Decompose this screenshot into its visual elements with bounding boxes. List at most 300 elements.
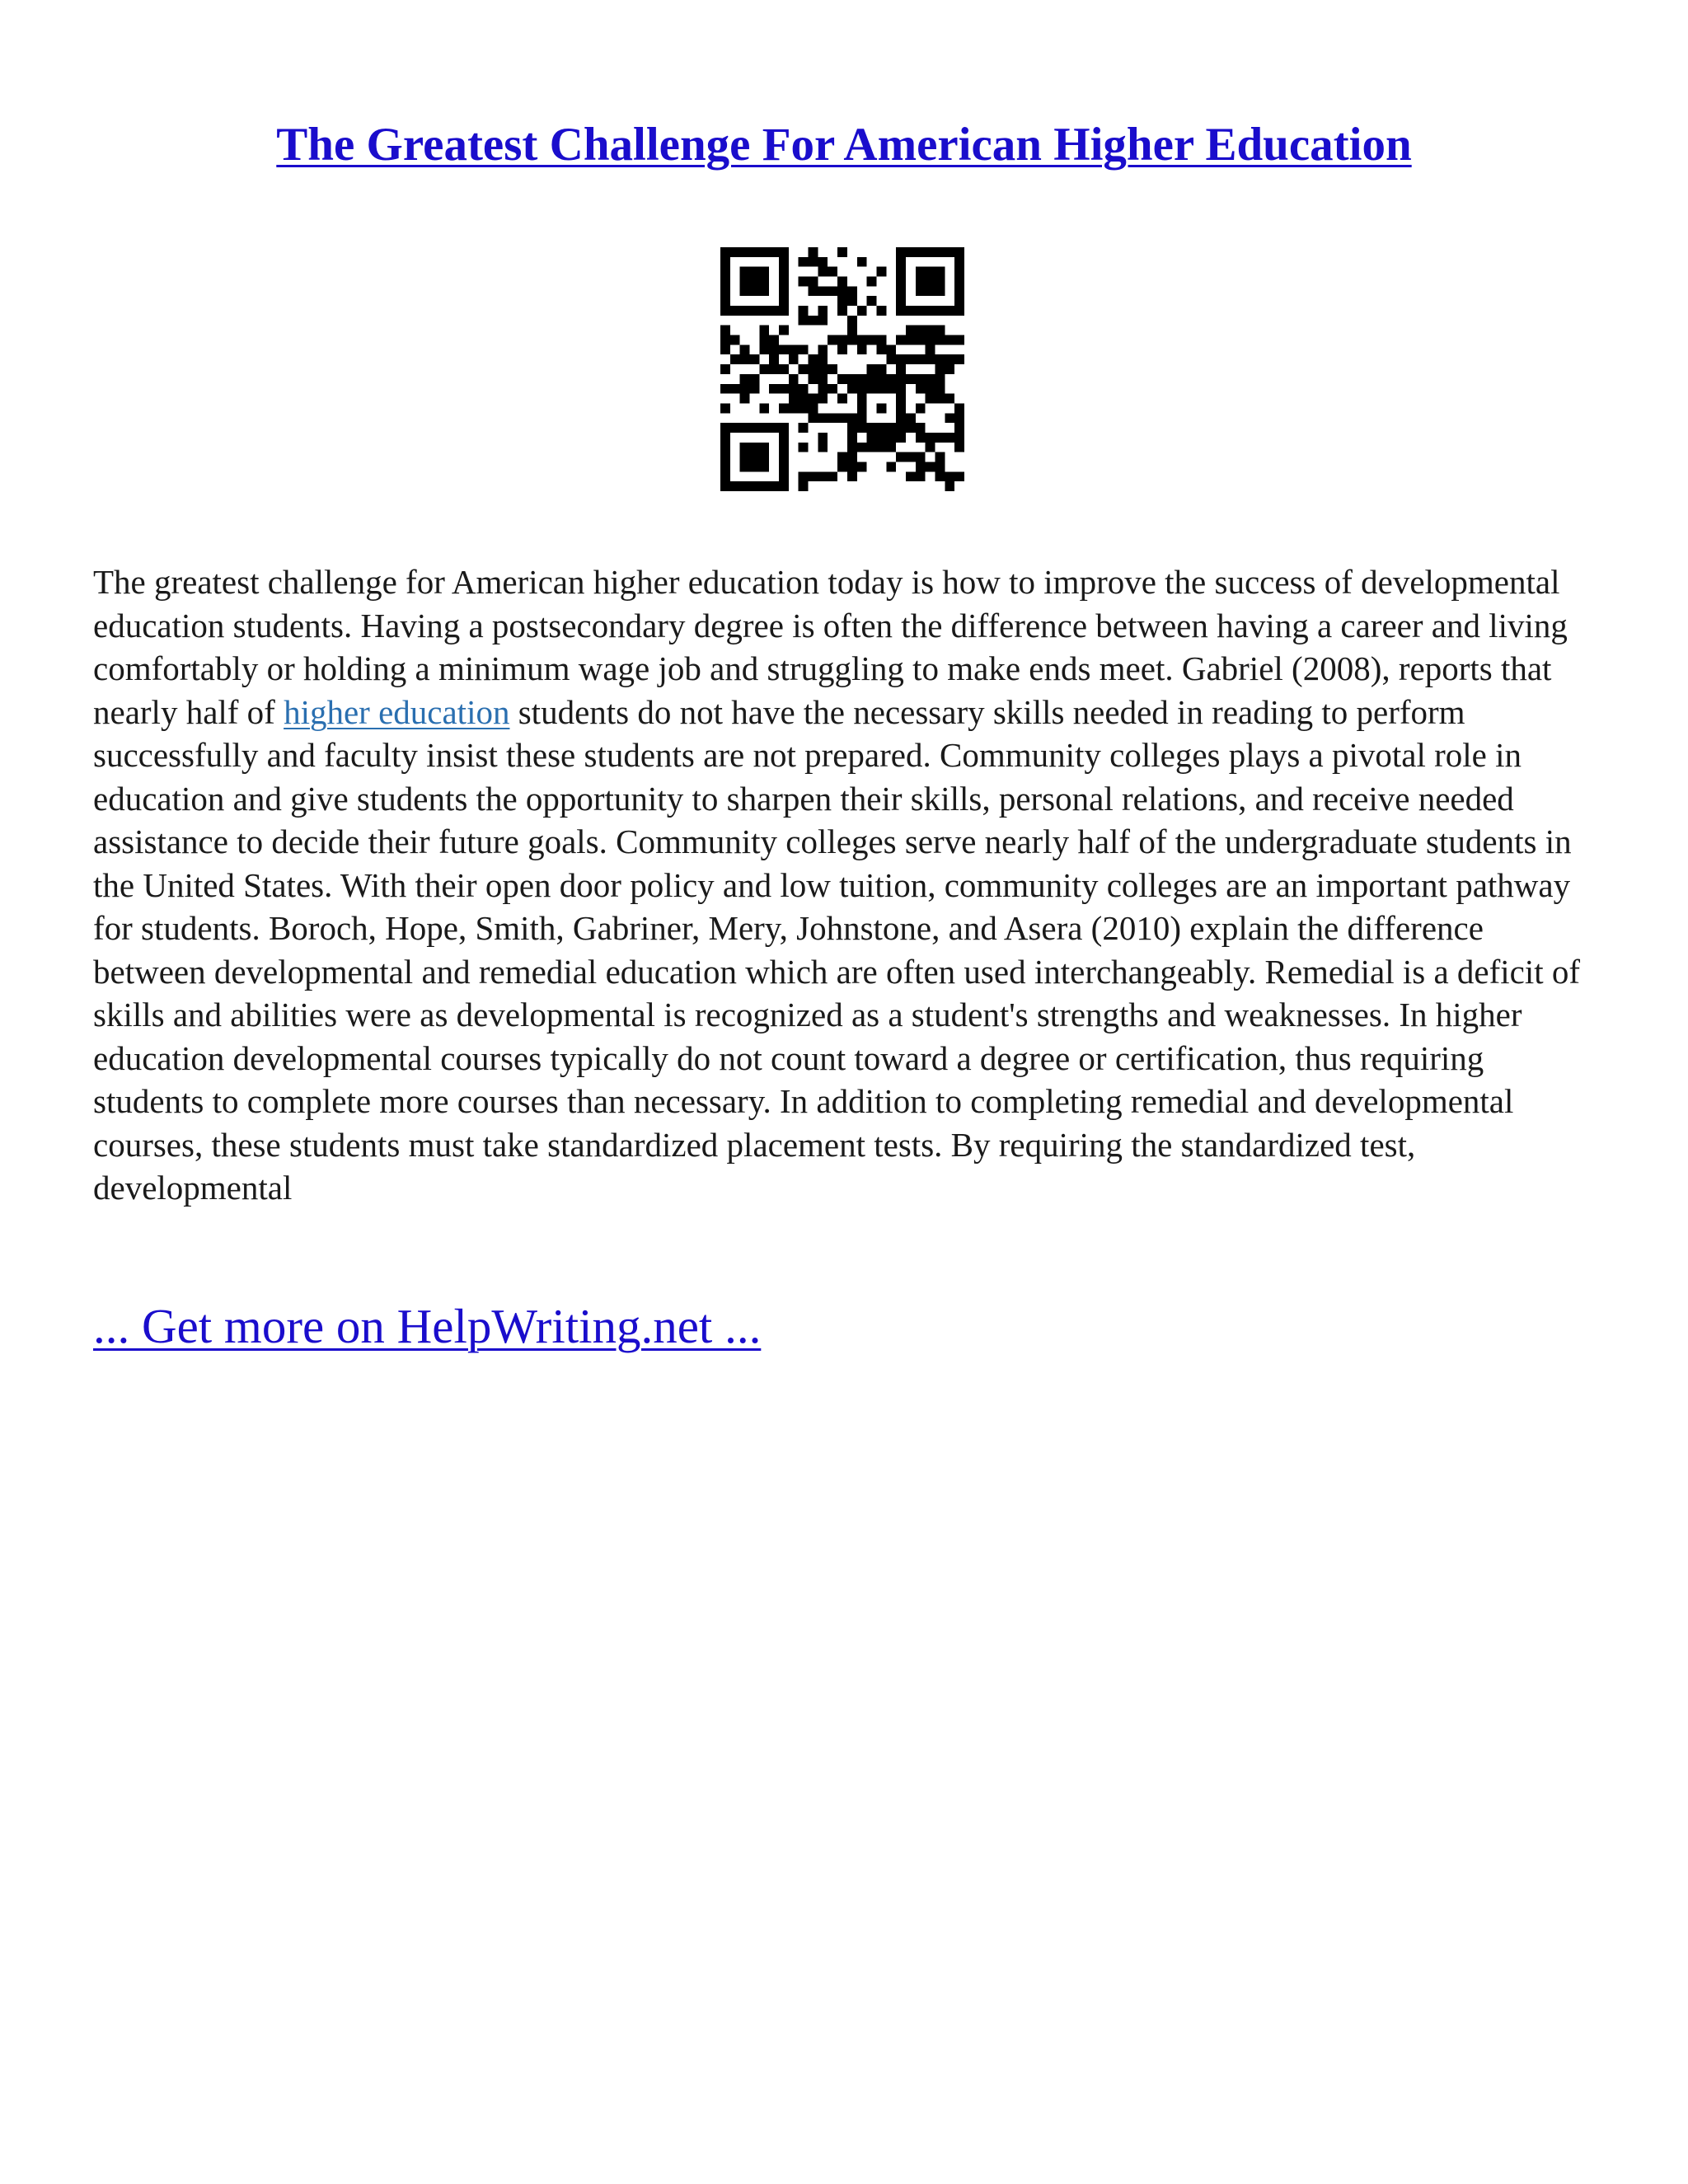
qr-module: [876, 364, 886, 374]
qr-module: [779, 277, 789, 287]
qr-module: [847, 374, 857, 384]
qr-module: [916, 433, 926, 443]
qr-module: [837, 306, 847, 316]
body-text-part-2: students do not have the necessary skills needed in reading to perform successfully and faculty insist these students are not prepared. Community colleges plays a pivotal role in education and give students the opportunity to sharpen their skills, personal relations, and receive needed assistance to decide their future goals. Community colleges serve nearly half of the undergraduate students in the United States. With their open door policy and low tuition, community colleges are an important pathway for students. Boroch, Hope, Smith, Gabriner, Mery, Johnstone, and Asera (2010) explain the difference between developmental and remedial education which are often used interchangeably. Remedial is a deficit of skills and abilities were as developmental is recognized as a student's strengths and weaknesses. In higher education developmental courses typically do not count toward a degree or certification, thus requiring students to complete more courses than necessary. In addition to completing remedial and developmental courses, these students must take standardized placement tests. By requiring the standardized test, developmental: [93, 692, 1581, 1207]
body-paragraph: [93, 560, 1601, 1210]
qr-module: [759, 286, 769, 296]
qr-module: [720, 471, 730, 481]
qr-module: [837, 413, 847, 423]
qr-module: [857, 443, 867, 452]
qr-module: [740, 286, 750, 296]
qr-module: [779, 403, 789, 413]
qr-module: [779, 481, 789, 491]
qr-module: [837, 277, 847, 287]
qr-module: [926, 374, 935, 384]
qr-module: [799, 471, 809, 481]
qr-module: [867, 384, 877, 394]
qr-module: [759, 335, 769, 345]
qr-module: [750, 481, 760, 491]
qr-module: [789, 394, 799, 404]
qr-module: [886, 384, 896, 394]
qr-module: [896, 403, 906, 413]
qr-module: [935, 471, 945, 481]
qr-module: [916, 247, 926, 257]
qr-module: [799, 344, 809, 354]
qr-module: [857, 306, 867, 316]
qr-module: [789, 374, 799, 384]
qr-module: [779, 286, 789, 296]
qr-module: [818, 443, 828, 452]
qr-module: [837, 394, 847, 404]
qr-module: [954, 354, 964, 364]
qr-module: [867, 335, 877, 345]
qr-module: [779, 344, 789, 354]
qr-module: [779, 247, 789, 257]
qr-module: [837, 462, 847, 471]
qr-code-icon: [720, 247, 964, 491]
qr-module: [720, 257, 730, 267]
qr-module: [769, 354, 779, 364]
qr-module: [857, 394, 867, 404]
qr-module: [828, 286, 837, 296]
qr-module: [896, 394, 906, 404]
qr-module: [750, 306, 760, 316]
qr-module: [847, 335, 857, 345]
qr-module: [886, 344, 896, 354]
qr-module: [935, 277, 945, 287]
qr-module: [954, 296, 964, 306]
qr-module: [779, 364, 789, 374]
qr-module: [847, 452, 857, 462]
qr-module: [876, 423, 886, 433]
qr-module: [945, 364, 954, 374]
qr-module: [828, 413, 837, 423]
qr-module: [896, 267, 906, 277]
qr-module: [916, 384, 926, 394]
qr-module: [837, 296, 847, 306]
qr-module: [799, 306, 809, 316]
qr-module: [916, 471, 926, 481]
qr-module: [799, 364, 809, 374]
qr-module: [935, 462, 945, 471]
qr-module: [740, 481, 750, 491]
qr-module: [779, 433, 789, 443]
qr-module: [809, 277, 818, 287]
qr-module: [916, 335, 926, 345]
qr-module: [847, 462, 857, 471]
qr-module: [759, 403, 769, 413]
qr-module: [818, 364, 828, 374]
qr-module: [750, 267, 760, 277]
qr-module: [926, 433, 935, 443]
qr-module: [769, 364, 779, 374]
qr-module: [847, 443, 857, 452]
qr-module: [730, 354, 740, 364]
qr-module: [876, 433, 886, 443]
qr-module: [759, 277, 769, 287]
qr-module: [857, 374, 867, 384]
qr-module: [720, 433, 730, 443]
qr-module: [759, 443, 769, 452]
qr-module: [886, 423, 896, 433]
qr-module: [926, 267, 935, 277]
qr-module: [916, 374, 926, 384]
qr-module: [750, 462, 760, 471]
qr-module: [730, 247, 740, 257]
qr-module: [750, 452, 760, 462]
qr-module: [837, 335, 847, 345]
qr-module: [837, 344, 847, 354]
qr-module: [876, 344, 886, 354]
qr-module: [945, 394, 954, 404]
qr-module: [779, 306, 789, 316]
qr-module: [799, 394, 809, 404]
qr-module: [730, 384, 740, 394]
qr-module: [906, 247, 916, 257]
qr-module: [769, 344, 779, 354]
qr-module: [954, 433, 964, 443]
qr-module: [799, 403, 809, 413]
qr-module: [720, 296, 730, 306]
qr-module: [769, 481, 779, 491]
qr-module: [857, 403, 867, 413]
qr-module: [818, 316, 828, 326]
qr-module: [847, 384, 857, 394]
qr-module: [867, 277, 877, 287]
qr-module: [896, 433, 906, 443]
qr-module: [779, 296, 789, 306]
qr-module: [926, 354, 935, 364]
qr-module: [828, 364, 837, 374]
qr-module: [906, 374, 916, 384]
qr-module: [926, 384, 935, 394]
qr-module: [779, 267, 789, 277]
qr-module: [809, 413, 818, 423]
qr-module: [847, 286, 857, 296]
qr-module: [720, 326, 730, 335]
qr-module: [876, 374, 886, 384]
qr-module: [769, 384, 779, 394]
qr-module: [730, 423, 740, 433]
qr-module: [926, 247, 935, 257]
qr-module: [886, 443, 896, 452]
qr-module: [720, 267, 730, 277]
qr-module: [906, 354, 916, 364]
qr-module: [799, 443, 809, 452]
qr-module: [926, 326, 935, 335]
qr-module: [935, 247, 945, 257]
qr-module: [896, 296, 906, 306]
qr-module: [818, 354, 828, 364]
qr-module: [779, 326, 789, 335]
qr-module: [750, 374, 760, 384]
qr-module: [818, 267, 828, 277]
qr-module: [896, 423, 906, 433]
qr-module: [799, 257, 809, 267]
qr-module: [740, 306, 750, 316]
qr-module: [740, 344, 750, 354]
qr-module: [945, 471, 954, 481]
qr-module: [945, 247, 954, 257]
qr-module: [779, 452, 789, 462]
qr-module: [740, 452, 750, 462]
qr-module: [809, 316, 818, 326]
qr-module: [720, 462, 730, 471]
qr-module: [769, 306, 779, 316]
qr-module: [740, 394, 750, 404]
qr-module: [896, 452, 906, 462]
qr-module: [935, 394, 945, 404]
qr-module: [926, 394, 935, 404]
qr-module: [818, 433, 828, 443]
qr-module: [954, 335, 964, 345]
qr-module: [926, 286, 935, 296]
qr-module: [828, 267, 837, 277]
higher-education-link[interactable]: higher education: [284, 692, 510, 731]
qr-module: [886, 462, 896, 471]
qr-module: [740, 277, 750, 287]
qr-module: [828, 384, 837, 394]
qr-module: [954, 267, 964, 277]
qr-module: [876, 267, 886, 277]
qr-module: [954, 257, 964, 267]
qr-module: [857, 257, 867, 267]
qr-module: [847, 413, 857, 423]
qr-module: [935, 433, 945, 443]
qr-module: [954, 277, 964, 287]
qr-module: [896, 384, 906, 394]
qr-module: [867, 374, 877, 384]
qr-module: [720, 306, 730, 316]
qr-module: [935, 306, 945, 316]
qr-module: [809, 257, 818, 267]
qr-module: [818, 344, 828, 354]
qr-module: [818, 286, 828, 296]
qr-module: [857, 344, 867, 354]
qr-module: [847, 296, 857, 306]
qr-module: [935, 364, 945, 374]
qr-module: [720, 452, 730, 462]
qr-module: [916, 326, 926, 335]
qr-module: [876, 384, 886, 394]
qr-module: [720, 384, 730, 394]
qr-module: [896, 335, 906, 345]
qr-module: [896, 364, 906, 374]
qr-module: [809, 394, 818, 404]
qr-module: [945, 481, 954, 491]
qr-module: [926, 344, 935, 354]
qr-module: [906, 326, 916, 335]
qr-module: [769, 335, 779, 345]
qr-module: [759, 462, 769, 471]
qr-module: [730, 335, 740, 345]
qr-module: [750, 277, 760, 287]
qr-module: [926, 443, 935, 452]
qr-module: [828, 335, 837, 345]
qr-module: [886, 374, 896, 384]
qr-module: [867, 423, 877, 433]
qr-module: [896, 354, 906, 364]
page-title-link[interactable]: The Greatest Challenge For American Higher Education: [276, 119, 1412, 171]
qr-module: [935, 335, 945, 345]
qr-module: [740, 423, 750, 433]
qr-module: [720, 481, 730, 491]
qr-module: [720, 364, 730, 374]
qr-module: [896, 286, 906, 296]
qr-module: [720, 423, 730, 433]
qr-module: [906, 335, 916, 345]
qr-module: [789, 354, 799, 364]
qr-module: [837, 452, 847, 462]
qr-module: [935, 286, 945, 296]
qr-module: [789, 344, 799, 354]
qr-module: [954, 247, 964, 257]
qr-module: [857, 423, 867, 433]
qr-module: [867, 443, 877, 452]
qr-module: [720, 335, 730, 345]
qr-module: [876, 335, 886, 345]
body-text-part-1: The greatest challenge for American higher education today is how to improve the success of developmental education students. Having a postsecondary degree is often the difference between having a career and living comfortably or holding a minimum wage job and struggling to make ends meet. Gabriel (2008), reports that nearly half of: [93, 563, 1568, 731]
qr-module: [916, 403, 926, 413]
qr-module: [799, 316, 809, 326]
qr-module: [896, 257, 906, 267]
qr-module: [740, 374, 750, 384]
qr-module: [954, 306, 964, 316]
qr-module: [818, 257, 828, 267]
qr-module: [926, 277, 935, 287]
qr-module: [876, 403, 886, 413]
qr-module: [809, 354, 818, 364]
qr-module: [896, 413, 906, 423]
qr-module: [779, 423, 789, 433]
qr-module: [945, 335, 954, 345]
qr-module: [916, 423, 926, 433]
qr-module: [818, 384, 828, 394]
qr-module: [759, 452, 769, 462]
qr-module: [730, 306, 740, 316]
qr-module: [828, 471, 837, 481]
qr-module: [857, 335, 867, 345]
qr-module: [789, 403, 799, 413]
qr-module: [876, 306, 886, 316]
qr-module: [750, 384, 760, 394]
qr-module: [740, 443, 750, 452]
qr-module: [954, 413, 964, 423]
qr-module: [896, 374, 906, 384]
qr-module: [886, 433, 896, 443]
qr-module: [789, 384, 799, 394]
qr-module: [954, 423, 964, 433]
qr-module: [847, 433, 857, 443]
qr-module: [926, 462, 935, 471]
qr-module: [759, 247, 769, 257]
qr-module: [809, 286, 818, 296]
qr-module: [818, 413, 828, 423]
qr-module: [779, 443, 789, 452]
qr-module: [759, 344, 769, 354]
qr-module: [809, 374, 818, 384]
qr-module: [896, 306, 906, 316]
qr-module: [867, 364, 877, 374]
qr-module: [954, 471, 964, 481]
qr-module: [886, 354, 896, 364]
qr-module: [935, 267, 945, 277]
qr-module: [935, 384, 945, 394]
qr-module: [954, 403, 964, 413]
qr-module: [720, 403, 730, 413]
qr-module: [935, 452, 945, 462]
qr-module: [857, 462, 867, 471]
qr-module: [857, 413, 867, 423]
qr-module: [818, 394, 828, 404]
qr-module: [916, 277, 926, 287]
qr-module: [906, 413, 916, 423]
qr-module: [954, 286, 964, 296]
qr-module: [916, 286, 926, 296]
qr-module: [750, 286, 760, 296]
qr-module: [799, 423, 809, 433]
qr-module: [779, 384, 789, 394]
qr-module: [916, 452, 926, 462]
qr-module: [837, 374, 847, 384]
qr-module: [935, 354, 945, 364]
qr-module: [779, 462, 789, 471]
qr-module: [720, 277, 730, 287]
qr-module: [847, 471, 857, 481]
qr-module: [926, 335, 935, 345]
qr-module: [935, 326, 945, 335]
qr-module: [896, 277, 906, 287]
qr-module: [926, 306, 935, 316]
qr-module: [750, 423, 760, 433]
qr-module: [740, 267, 750, 277]
qr-module: [916, 354, 926, 364]
qr-module: [779, 471, 789, 481]
qr-module: [945, 413, 954, 423]
qr-module: [809, 247, 818, 257]
qr-module: [818, 471, 828, 481]
qr-module: [876, 443, 886, 452]
qr-module: [906, 423, 916, 433]
qr-module: [720, 344, 730, 354]
qr-module: [759, 306, 769, 316]
qr-module: [954, 443, 964, 452]
qr-module: [847, 423, 857, 433]
qr-module: [759, 267, 769, 277]
qr-module: [847, 326, 857, 335]
get-more-link[interactable]: ... Get more on HelpWriting.net ...: [93, 1299, 762, 1353]
qr-module: [916, 306, 926, 316]
qr-module: [759, 481, 769, 491]
qr-module: [769, 423, 779, 433]
qr-module: [867, 296, 877, 306]
qr-module: [857, 384, 867, 394]
qr-module: [740, 247, 750, 257]
qr-module: [779, 257, 789, 267]
qr-module: [945, 354, 954, 364]
qr-module: [730, 481, 740, 491]
qr-module: [740, 354, 750, 364]
qr-module: [906, 452, 916, 462]
qr-module: [916, 267, 926, 277]
qr-module: [740, 462, 750, 471]
qr-module: [837, 247, 847, 257]
qr-module: [867, 433, 877, 443]
qr-module: [720, 247, 730, 257]
qr-module: [809, 403, 818, 413]
qr-module: [916, 462, 926, 471]
qr-module: [809, 471, 818, 481]
